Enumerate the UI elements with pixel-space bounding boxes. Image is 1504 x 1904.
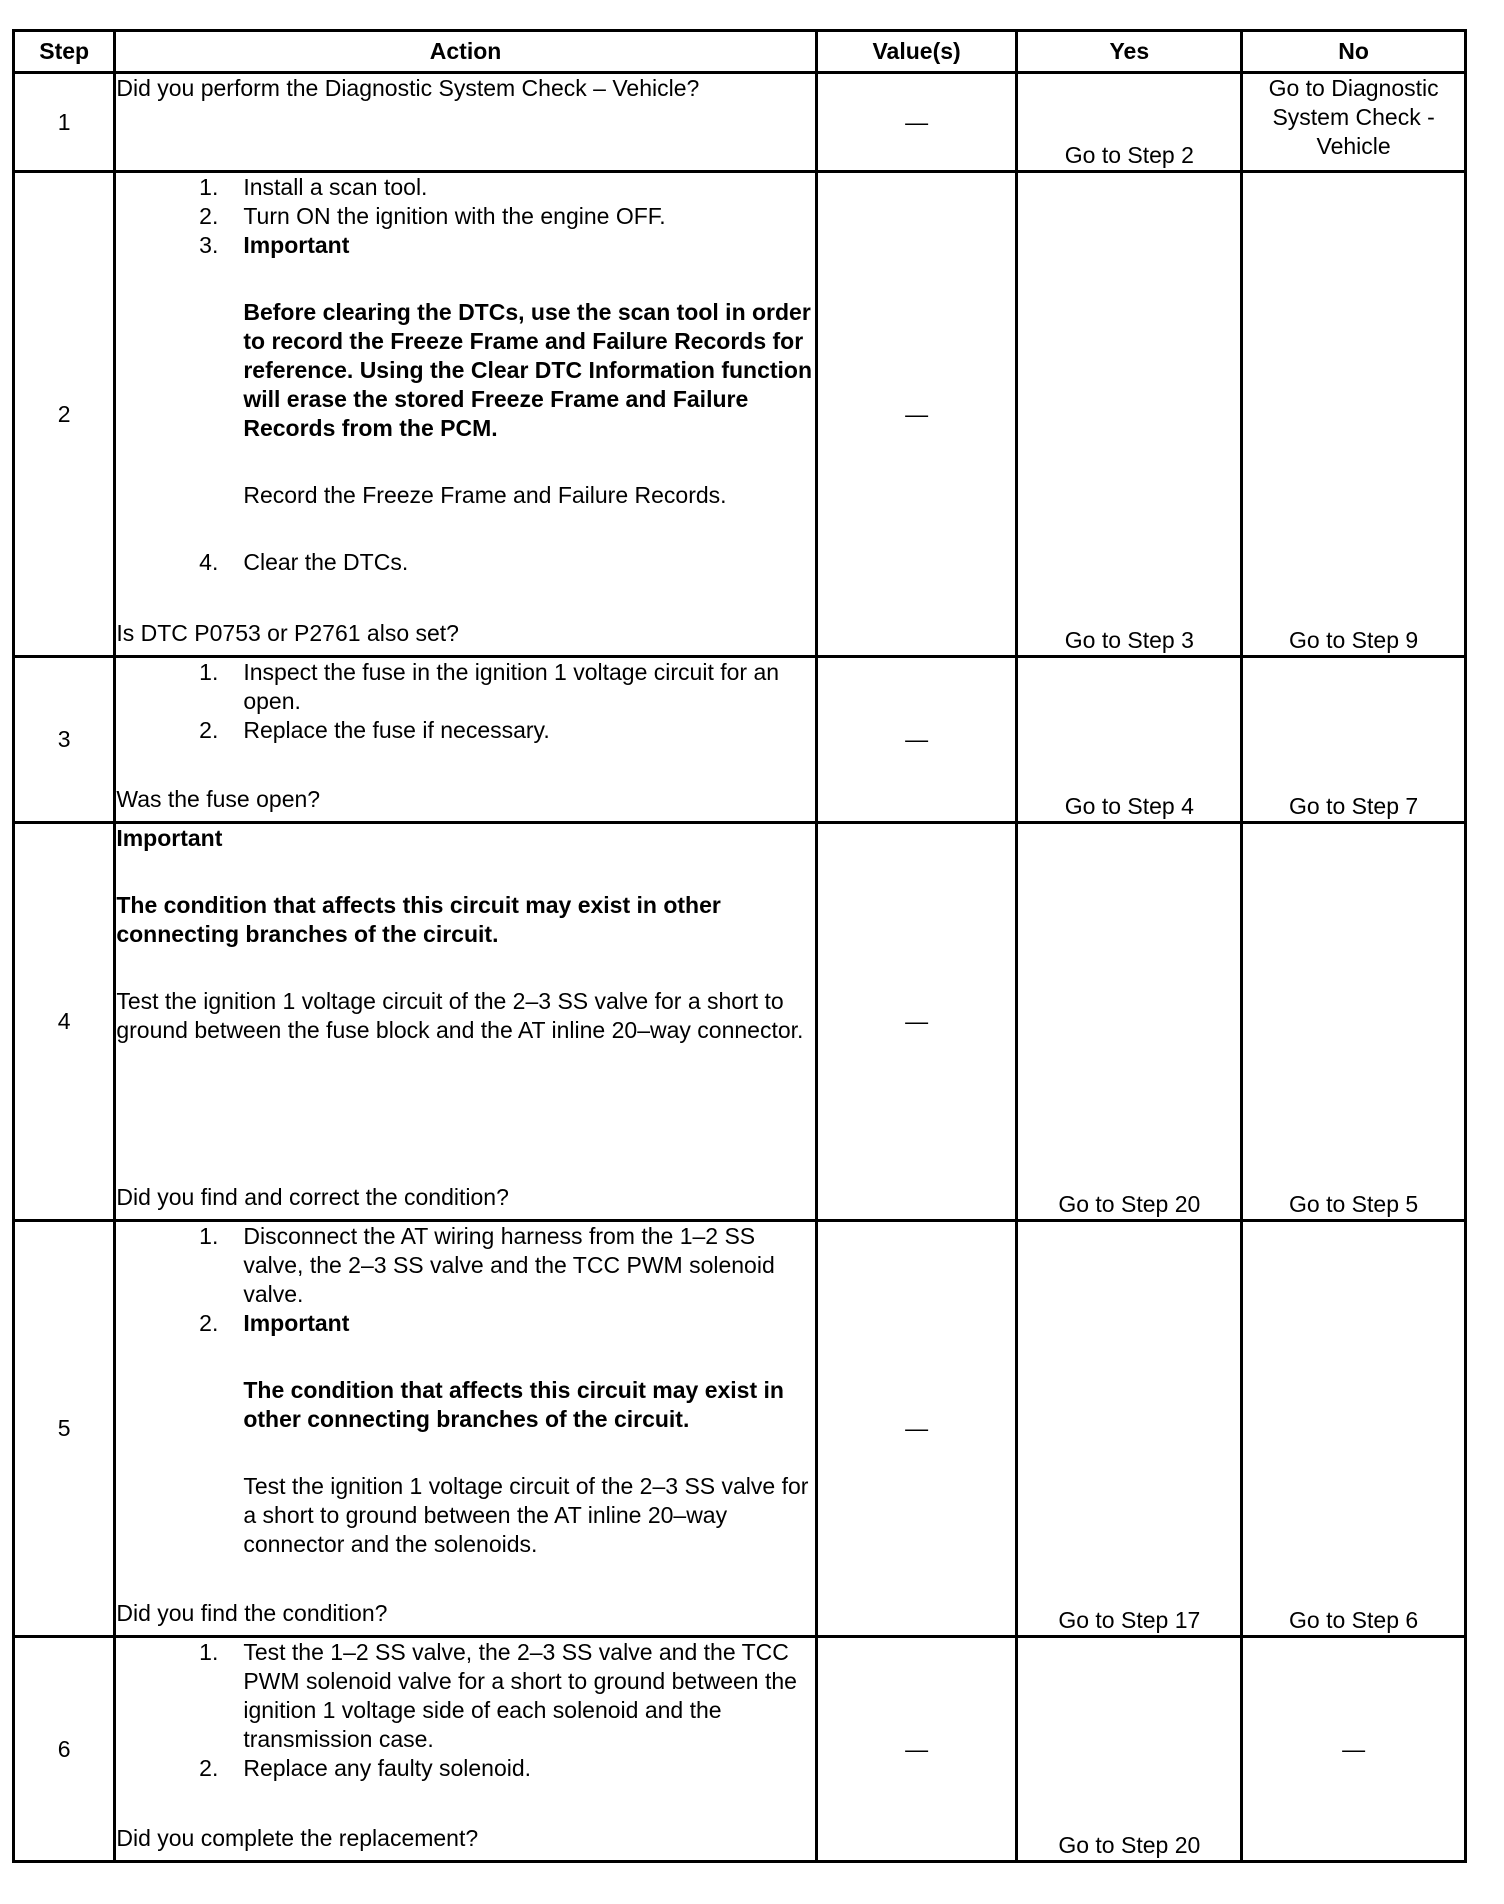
no-link[interactable]: Go to Diagnostic System Check - Vehicle [1242,73,1466,172]
table-row-step-4 [14,823,1466,1221]
value-cell: — [816,1221,1017,1637]
question-text: Did you find and correct the condition? [116,1184,509,1210]
action-steps [116,173,814,577]
no-value: — [1242,1637,1466,1862]
table-row-step-5 [14,1221,1466,1637]
action-steps [116,1638,814,1783]
yes-link[interactable]: Go to Step 17 [1017,1221,1242,1637]
header-action: Action [115,31,816,73]
step-number: 4 [14,823,115,1221]
no-link[interactable]: Go to Step 6 [1242,1221,1466,1637]
step-number: 5 [14,1221,115,1637]
yes-link[interactable]: Go to Step 4 [1017,657,1242,823]
table-row-step-1 [14,73,1466,172]
header-yes: Yes [1017,31,1242,73]
step-number: 6 [14,1637,115,1862]
action-cell [115,823,816,1221]
item-number: 1. [199,1223,219,1249]
action-text: Test the ignition 1 voltage circuit of the 2–3 SS valve for a short to ground between the fuse block and the AT inline 20–way connector. [116,988,804,1043]
header-step: Step [14,31,115,73]
item-number: 2. [199,717,219,743]
no-link[interactable]: Go to Step 5 [1242,823,1466,1221]
item-number: 2. [199,1755,219,1781]
item-text: Turn ON the ignition with the engine OFF. [243,203,666,229]
item-number: 1. [199,174,219,200]
item-text: Install a scan tool. [243,174,428,200]
value-cell: — [816,823,1017,1221]
item-text: Clear the DTCs. [243,549,409,575]
header-values: Value(s) [816,31,1017,73]
item-text: Test the 1–2 SS valve, the 2–3 SS valve and the TCC PWM solenoid valve for a short to ground between the ignition 1 voltage side of each solenoid and the transmission case. [243,1639,797,1752]
yes-link[interactable]: Go to Step 3 [1017,172,1242,657]
header-no: No [1242,31,1466,73]
important-label: Important [243,1310,350,1336]
list-item [116,1309,814,1559]
item-number: 1. [199,659,219,685]
yes-link[interactable]: Go to Step 20 [1017,823,1242,1221]
table-row-step-2 [14,172,1466,657]
step-number: 3 [14,657,115,823]
item-text: Test the ignition 1 voltage circuit of the 2–3 SS valve for a short to ground between the AT inline 20–way connector and the solenoids. [243,1473,809,1557]
question-text: Did you complete the replacement? [116,1825,479,1851]
list-item [116,1638,814,1754]
action-cell [115,1637,816,1862]
item-text: Replace the fuse if necessary. [243,717,550,743]
step-number: 2 [14,172,115,657]
item-number: 3. [199,232,219,258]
item-text: Disconnect the AT wiring harness from the 1–2 SS valve, the 2–3 SS valve and the TCC PWM solenoid valve. [243,1223,775,1307]
table-row-step-6 [14,1637,1466,1862]
table-row-step-3 [14,657,1466,823]
list-item [116,716,814,745]
action-steps [116,658,814,745]
important-note: The condition that affects this circuit may exist in other connecting branches of the circuit. [243,1377,784,1432]
yes-link[interactable]: Go to Step 20 [1017,1637,1242,1862]
value-cell: — [816,172,1017,657]
list-item [116,231,814,548]
item-number: 1. [199,1639,219,1665]
list-item [116,658,814,716]
no-link[interactable]: Go to Step 7 [1242,657,1466,823]
value-cell: — [816,1637,1017,1862]
value-cell: — [816,73,1017,172]
no-link[interactable]: Go to Step 9 [1242,172,1466,657]
list-item [116,548,814,577]
important-note: The condition that affects this circuit may exist in other connecting branches of the circuit. [116,892,721,947]
list-item [116,202,814,231]
important-label: Important [243,232,350,258]
yes-link[interactable]: Go to Step 2 [1017,73,1242,172]
step-number: 1 [14,73,115,172]
item-text: Record the Freeze Frame and Failure Records. [243,482,727,508]
action-cell [115,1221,816,1637]
action-cell [115,172,816,657]
action-cell [115,657,816,823]
item-number: 2. [199,1310,219,1336]
question-text: Was the fuse open? [116,786,321,812]
question-text: Is DTC P0753 or P2761 also set? [116,620,459,646]
item-text: Inspect the fuse in the ignition 1 voltage circuit for an open. [243,659,780,714]
important-note: Before clearing the DTCs, use the scan tool in order to record the Freeze Frame and Failure Records for reference. Using the Clear DTC Information function will erase the stored Freeze Frame and Failure Records from the PCM. [243,299,813,441]
question-text: Did you find the condition? [116,1600,388,1626]
item-number: 4. [199,549,219,575]
action-steps [116,1222,814,1559]
list-item [116,1222,814,1309]
diagnostic-table [12,29,1467,1863]
value-cell: — [816,657,1017,823]
important-label: Important [116,825,223,851]
item-number: 2. [199,203,219,229]
header-row [14,31,1466,73]
list-item [116,1754,814,1783]
item-text: Replace any faulty solenoid. [243,1755,532,1781]
action-text: Did you perform the Diagnostic System Check – Vehicle? [115,73,816,172]
list-item [116,173,814,202]
